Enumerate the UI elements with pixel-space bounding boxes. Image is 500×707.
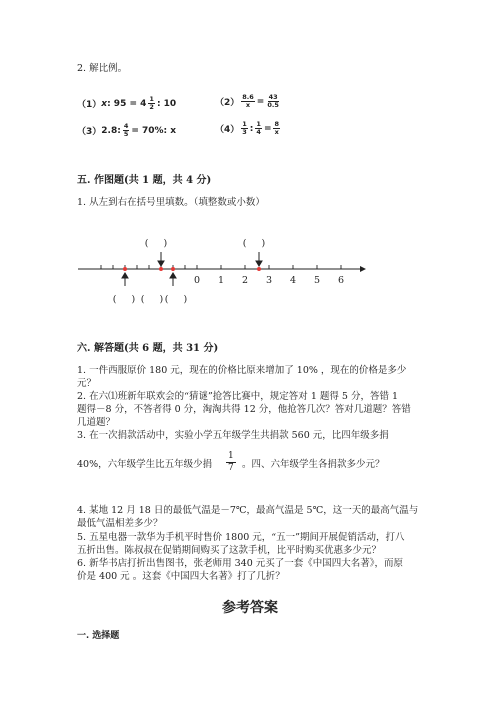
- problem-3-line-2b: 。四、六年级学生各捐款多少元？: [242, 459, 385, 470]
- answer-blank-bottom-3[interactable]: ( ): [164, 294, 188, 305]
- section-6-heading: 六. 解答题(共 6 题，共 31 分): [77, 343, 219, 354]
- problem-1-line-1: 1. 一件西服原价 180 元，现在的价格比原来增加了 10% ，现在的价格是多少: [77, 365, 407, 376]
- equation-1: [77, 96, 176, 111]
- eq4-fraction-3: $\frac{8}{x}$: [274, 120, 280, 136]
- tick-label-6: 6: [337, 275, 345, 286]
- problem-3-fraction: $\frac{1}{7}$: [228, 451, 234, 473]
- red-point-3: [171, 267, 175, 271]
- eq3-fraction: $\frac{4}{5}$: [123, 122, 129, 138]
- eq4-equals: =: [263, 123, 272, 134]
- problem-2-line-1: 2. 在六⑴班新年联欢会的“猜谜”抢答比赛中，规定答对 1 题得 5 分，答错 1: [77, 391, 399, 402]
- up-arrow-2-head: [170, 273, 176, 278]
- eq4-fraction-1: $\frac{1}{3}$: [242, 120, 247, 136]
- axis-ticks: [101, 265, 341, 269]
- problem-2-line-3: 几道题？: [77, 417, 116, 428]
- section-5-heading: 五. 作图题(共 1 题，共 4 分): [77, 175, 212, 186]
- problem-3-line-2a: 40%，六年级学生比五年级少捐: [77, 459, 213, 470]
- eq1-rest: : 95 = 4: [107, 98, 147, 109]
- answer-key-title: 参考答案: [222, 600, 278, 616]
- eq4-colon: :: [249, 123, 254, 134]
- number-line-diagram: [70, 230, 370, 310]
- equation-2: [215, 94, 282, 109]
- equation-3: [77, 123, 176, 138]
- eq2-equals: =: [256, 96, 265, 107]
- tick-label-4: 4: [289, 275, 297, 286]
- problem-3-line-1: 3. 在一次捐款活动中，实验小学五年级学生共捐款 560 元，比四年级多捐: [77, 430, 389, 441]
- problem-6-line-1: 6. 新华书店打折出售图书，张老师用 340 元买了一套《中国四大名著》，而原: [77, 558, 404, 569]
- eq1-label: （1）: [77, 100, 102, 110]
- eq3-rest: = 70%: x: [131, 125, 177, 136]
- tick-label-1: 1: [217, 275, 225, 286]
- answer-blank-bottom-2[interactable]: ( ): [140, 294, 164, 305]
- tick-label-3: 3: [265, 275, 273, 286]
- red-point-1: [123, 267, 127, 271]
- problem-4-line-1: 4. 某地 12 月 18 日的最低气温是－7℃，最高气温是 5℃，这一天的最高气温与: [77, 505, 419, 516]
- answer-section-1-heading: 一. 选择题: [77, 631, 120, 641]
- eq3-label: （3）: [77, 127, 102, 137]
- down-arrow-1-head: [158, 261, 164, 266]
- axis-arrowhead: [360, 266, 366, 272]
- red-point-2: [159, 267, 163, 271]
- tick-label-5: 5: [313, 275, 321, 286]
- up-arrow-1-head: [122, 273, 128, 278]
- equation-4: [215, 121, 282, 136]
- eq1-end: : 10: [156, 98, 177, 109]
- eq3-a: 2.8:: [101, 125, 121, 136]
- eq2-fraction-2: $\frac{43}{0.5}$: [267, 93, 279, 109]
- eq1-x: x: [101, 98, 108, 109]
- eq1-fraction: $\frac{1}{2}$: [149, 95, 154, 111]
- problem-5-line-2: 五折出售。陈叔叔在促销期间购买了这款手机，比平时购买优惠多少元？: [77, 545, 382, 556]
- section-5-question-1: 1. 从左到右在括号里填数。（填整数或小数）: [77, 197, 265, 208]
- eq4-label: （4）: [215, 125, 240, 135]
- answer-blank-bottom-1[interactable]: ( ): [112, 294, 136, 305]
- answer-blank-top-1[interactable]: ( ): [144, 238, 168, 249]
- answer-blank-top-2[interactable]: ( ): [242, 238, 266, 249]
- problem-1-line-2: 元？: [77, 378, 97, 389]
- down-arrow-2-head: [256, 261, 262, 266]
- problem-4-line-2: 最低气温相差多少？: [77, 518, 163, 529]
- tick-label-0: 0: [193, 275, 201, 286]
- eq2-label: （2）: [215, 98, 240, 108]
- red-point-4: [257, 267, 261, 271]
- problem-6-line-2: 价是 400 元 。这套《中国四大名著》打了几折？: [77, 571, 285, 582]
- tick-label-2: 2: [241, 275, 249, 286]
- eq2-fraction-1: $\frac{8.6}{x}$: [242, 93, 254, 109]
- problem-5-line-1: 5. 五星电器一款华为手机平时售价 1800 元，“五一”期间开展促销活动，打八: [77, 532, 405, 543]
- question-2-title: 2. 解比例。: [77, 63, 128, 74]
- problem-2-line-2: 题得－8 分，不答者得 0 分，淘淘共得 12 分，他抢答几次？答对几道题？答错: [77, 404, 411, 415]
- eq4-fraction-2: $\frac{1}{4}$: [256, 120, 261, 136]
